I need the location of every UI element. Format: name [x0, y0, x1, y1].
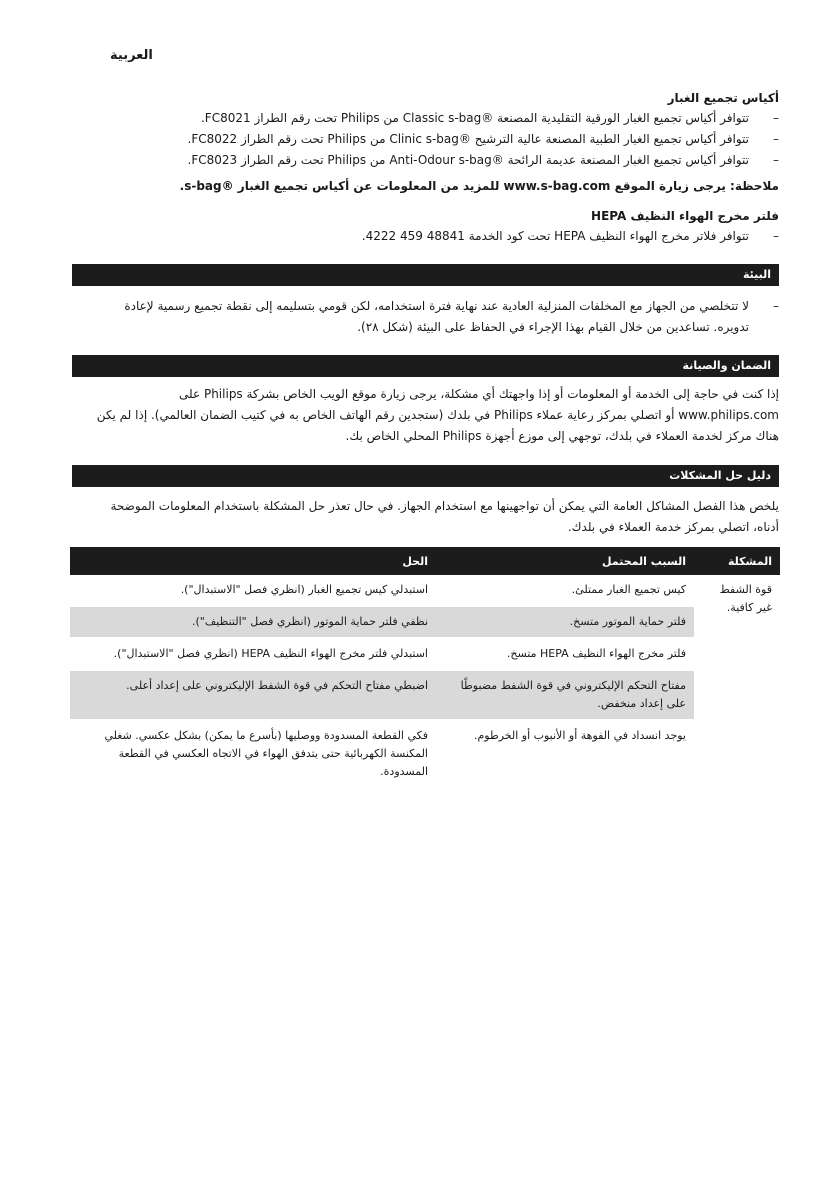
section-bar-warranty: الضمان والصيانة: [72, 355, 779, 377]
troubleshooting-intro: [72, 496, 779, 538]
troubleshooting-intro-line-1: يلخص هذا الفصل المشاكل العامة التي يمكن أن تواجهينها مع استخدام الجهاز. في حال تعذر حل المشكلة باستخدام المعلومات الموضحة: [110, 499, 779, 513]
dust-bags-section: [72, 88, 779, 171]
table-row: [70, 606, 780, 638]
cause-cell: فلتر مخرج الهواء النظيف HEPA متسخ.: [436, 638, 694, 670]
header-solution: الحل: [70, 547, 436, 575]
environment-line-1: لا تتخلصي من الجهاز مع المخلفات المنزلية العادية عند نهاية فترة استخدامه، لكن قومي بتسليمه إلى نقطة تجميع رسمية لإعادة: [124, 299, 749, 313]
header-problem: المشكلة: [694, 547, 780, 575]
hepa-heading: فلتر مخرج الهواء النظيف HEPA: [591, 209, 779, 223]
solution-cell: نظفي فلتر حماية الموتور (انظري فصل "التنظيف").: [70, 606, 436, 638]
hepa-item: – تتوافر فلاتر مخرج الهواء النظيف HEPA تحت كود الخدمة 48841 459 4222.: [72, 226, 779, 247]
environment-section: [72, 296, 779, 338]
dust-bags-heading: أكياس تجميع الغبار: [667, 91, 779, 105]
problem-cell: قوة الشفط غير كافية.: [694, 575, 780, 788]
cause-cell: كيس تجميع الغبار ممتلئ.: [436, 575, 694, 606]
solution-cell: استبدلي فلتر مخرج الهواء النظيف HEPA (انظري فصل "الاستبدال").: [70, 638, 436, 670]
cause-cell: مفتاح التحكم الإليكتروني في قوة الشفط مضبوطًا على إعداد منخفض.: [436, 670, 694, 720]
header-cause: السبب المحتمل: [436, 547, 694, 575]
section-bar-environment: البيئة: [72, 264, 779, 286]
dust-bag-item: – تتوافر أكياس تجميع الغبار الطبية المصنعة عالية الترشيح ®Clinic s-bag من Philips تحت رقم الطراز FC8022.: [72, 129, 779, 150]
warranty-line-3: هناك مركز لخدمة العملاء في بلدك، توجهي إلى موزع أجهزة Philips المحلي الخاص بك.: [345, 429, 779, 443]
language-label: العربية: [110, 48, 153, 63]
table-row: [70, 638, 780, 670]
table-header-row: [70, 547, 780, 575]
table-row: [70, 670, 780, 720]
environment-item: [72, 296, 779, 338]
environment-line-2: تدويره. تساعدين من خلال القيام بهذا الإجراء في الحفاظ على البيئة (شكل ٢٨).: [357, 320, 749, 334]
solution-cell: اضبطي مفتاح التحكم في قوة الشفط الإليكتروني على إعداد أعلى.: [70, 670, 436, 720]
warranty-line-2: www.philips.com أو اتصلي بمركز رعاية عملاء Philips في بلدك (ستجدين رقم الهاتف الخاص به في كتيب الضمان العالمي). إذا لم يكن: [96, 408, 779, 422]
warranty-section: [72, 384, 779, 447]
solution-cell: فكي القطعة المسدودة ووصليها (بأسرع ما يمكن) بشكل عكسي. شغلي المكنسة الكهربائية حتى يتدفق الهواء في الاتجاه العكسي في القطعة المسدودة.: [70, 720, 436, 788]
solution-cell: استبدلي كيس تجميع الغبار (انظري فصل "الاستبدال").: [70, 575, 436, 606]
dust-bag-item: – تتوافر أكياس تجميع الغبار الورقية التقليدية المصنعة ®Classic s-bag من Philips تحت رقم الطراز FC8021.: [72, 108, 779, 129]
dust-bag-item: – تتوافر أكياس تجميع الغبار المصنعة عديمة الرائحة ®Anti-Odour s-bag من Philips تحت رقم الطراز FC8023.: [72, 150, 779, 171]
warranty-line-1: إذا كنت في حاجة إلى الخدمة أو المعلومات أو إذا واجهتك أي مشكلة، يرجى زيارة موقع الويب الخاص بشركة Philips على: [179, 387, 779, 401]
table-row: [70, 575, 780, 606]
cause-cell: يوجد انسداد في الفوهة أو الأنبوب أو الخرطوم.: [436, 720, 694, 788]
table-row: [70, 720, 780, 788]
troubleshooting-table: [70, 547, 780, 789]
troubleshooting-intro-line-2: أدناه، اتصلي بمركز خدمة العملاء في بلدك.: [567, 520, 779, 534]
cause-cell: فلتر حماية الموتور متسخ.: [436, 606, 694, 638]
section-bar-troubleshooting: دليل حل المشكلات: [72, 465, 779, 487]
s-bag-note: [72, 176, 779, 197]
s-bag-note-text: ملاحظة: يرجى زيارة الموقع www.s-bag.com للمزيد من المعلومات عن أكياس تجميع الغبار ®s-bag.: [179, 179, 779, 193]
hepa-section: [72, 206, 779, 247]
